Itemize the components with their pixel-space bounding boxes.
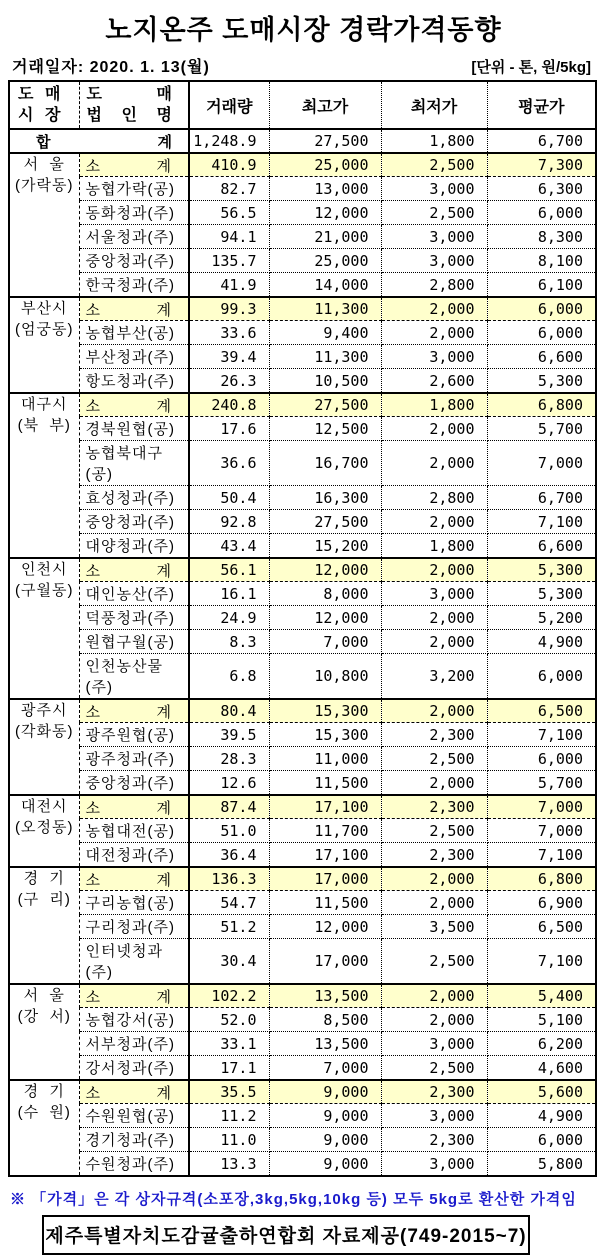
- corporation-name-cell: 수원청과(주): [79, 1152, 189, 1177]
- price-table: [8, 80, 597, 1177]
- market-name: 경 기: [23, 1083, 65, 1100]
- low-price-cell: 2,000: [381, 417, 487, 441]
- high-price-cell: 17,100: [269, 843, 381, 868]
- high-price-cell: 21,000: [269, 225, 381, 249]
- volume-cell: 51.0: [189, 819, 269, 843]
- low-price-cell: 2,000: [381, 510, 487, 534]
- high-price-cell: 15,300: [269, 723, 381, 747]
- volume-cell: 1,248.9: [189, 129, 269, 153]
- market-district: (구 리): [17, 891, 71, 908]
- corporation-name-cell: 농협북대구(공): [79, 441, 189, 486]
- company-row: [9, 510, 596, 534]
- high-price-cell: 12,000: [269, 558, 381, 582]
- volume-cell: 39.5: [189, 723, 269, 747]
- volume-cell: 6.8: [189, 654, 269, 700]
- avg-price-cell: 6,800: [487, 867, 596, 891]
- high-price-cell: 17,000: [269, 867, 381, 891]
- company-row: [9, 1152, 596, 1177]
- market-district: (강 서): [17, 1008, 71, 1025]
- corporation-name-cell: 경기청과(주): [79, 1128, 189, 1152]
- avg-price-cell: 7,100: [487, 939, 596, 985]
- high-price-cell: 27,500: [269, 393, 381, 417]
- low-price-cell: 2,000: [381, 867, 487, 891]
- volume-cell: 24.9: [189, 606, 269, 630]
- low-price-cell: 1,800: [381, 393, 487, 417]
- avg-price-cell: 6,000: [487, 321, 596, 345]
- low-price-cell: 2,000: [381, 441, 487, 486]
- subtotal-label-cell: 소 계: [79, 699, 189, 723]
- low-price-cell: 2,300: [381, 1128, 487, 1152]
- corporation-name-cell: 중앙청과(주): [79, 249, 189, 273]
- volume-cell: 33.1: [189, 1032, 269, 1056]
- corporation-name-cell: 부산청과(주): [79, 345, 189, 369]
- high-price-cell: 17,000: [269, 939, 381, 985]
- market-name: 경 기: [23, 870, 65, 887]
- avg-price-cell: 5,300: [487, 369, 596, 394]
- company-row: [9, 345, 596, 369]
- volume-cell: 41.9: [189, 273, 269, 298]
- high-price-cell: 16,300: [269, 486, 381, 510]
- volume-cell: 102.2: [189, 984, 269, 1008]
- volume-cell: 28.3: [189, 747, 269, 771]
- volume-cell: 11.0: [189, 1128, 269, 1152]
- low-price-cell: 2,000: [381, 630, 487, 654]
- high-price-cell: 11,500: [269, 771, 381, 796]
- market-cell: [9, 795, 79, 867]
- market-district: (수 원): [17, 1104, 71, 1121]
- low-price-cell: 3,200: [381, 654, 487, 700]
- table-header: [9, 81, 596, 129]
- corporation-name-cell: 중앙청과(주): [79, 510, 189, 534]
- avg-price-cell: 6,000: [487, 201, 596, 225]
- avg-price-cell: 7,000: [487, 819, 596, 843]
- high-price-cell: 7,000: [269, 1056, 381, 1081]
- volume-cell: 51.2: [189, 915, 269, 939]
- avg-price-cell: 7,000: [487, 441, 596, 486]
- volume-cell: 136.3: [189, 867, 269, 891]
- header-row: [9, 81, 596, 129]
- low-price-cell: 1,800: [381, 534, 487, 559]
- high-price-cell: 11,700: [269, 819, 381, 843]
- volume-cell: 39.4: [189, 345, 269, 369]
- corporation-name-cell: 농협강서(공): [79, 1008, 189, 1032]
- market-cell: [9, 699, 79, 795]
- low-price-cell: 3,000: [381, 1104, 487, 1128]
- high-price-cell: 14,000: [269, 273, 381, 298]
- high-price-cell: 27,500: [269, 129, 381, 153]
- company-row: [9, 1056, 596, 1081]
- low-price-cell: 2,000: [381, 1008, 487, 1032]
- high-price-cell: 12,000: [269, 606, 381, 630]
- avg-price-cell: 5,200: [487, 606, 596, 630]
- col-header-market: 도 매 시 장: [9, 81, 79, 129]
- avg-price-cell: 6,000: [487, 747, 596, 771]
- high-price-cell: 8,000: [269, 582, 381, 606]
- avg-price-cell: 6,000: [487, 1128, 596, 1152]
- low-price-cell: 2,300: [381, 795, 487, 819]
- avg-price-cell: 7,100: [487, 843, 596, 868]
- corporation-name-cell: 구리청과(주): [79, 915, 189, 939]
- avg-price-cell: 7,100: [487, 510, 596, 534]
- volume-cell: 92.8: [189, 510, 269, 534]
- avg-price-cell: 7,000: [487, 795, 596, 819]
- market-district: (엄궁동): [15, 321, 74, 338]
- low-price-cell: 3,000: [381, 177, 487, 201]
- low-price-cell: 3,500: [381, 915, 487, 939]
- source-box: 제주특별자치도감귤출하연합회 자료제공(749-2015~7): [42, 1215, 530, 1255]
- volume-cell: 52.0: [189, 1008, 269, 1032]
- volume-cell: 135.7: [189, 249, 269, 273]
- subtotal-row: [9, 558, 596, 582]
- volume-cell: 87.4: [189, 795, 269, 819]
- subtotal-row: [9, 699, 596, 723]
- corporation-name-cell: 대전청과(주): [79, 843, 189, 868]
- avg-price-cell: 5,800: [487, 1152, 596, 1177]
- company-row: [9, 582, 596, 606]
- volume-cell: 11.2: [189, 1104, 269, 1128]
- volume-cell: 94.1: [189, 225, 269, 249]
- low-price-cell: 3,000: [381, 225, 487, 249]
- low-price-cell: 2,000: [381, 558, 487, 582]
- high-price-cell: 11,300: [269, 297, 381, 321]
- company-row: [9, 939, 596, 985]
- table-body: [9, 129, 596, 1176]
- subtotal-row: [9, 984, 596, 1008]
- company-row: [9, 723, 596, 747]
- company-row: [9, 1104, 596, 1128]
- volume-cell: 36.6: [189, 441, 269, 486]
- low-price-cell: 3,000: [381, 345, 487, 369]
- low-price-cell: 2,300: [381, 723, 487, 747]
- avg-price-cell: 6,000: [487, 654, 596, 700]
- subtotal-label-cell: 소 계: [79, 153, 189, 177]
- market-cell: [9, 867, 79, 984]
- high-price-cell: 12,500: [269, 417, 381, 441]
- avg-price-cell: 5,400: [487, 984, 596, 1008]
- avg-price-cell: 5,700: [487, 417, 596, 441]
- market-district: (구월동): [15, 582, 74, 599]
- avg-price-cell: 6,000: [487, 297, 596, 321]
- company-row: [9, 534, 596, 559]
- company-row: [9, 771, 596, 796]
- corporation-name-cell: 수원원협(공): [79, 1104, 189, 1128]
- market-district: (각화동): [15, 723, 74, 740]
- volume-cell: 12.6: [189, 771, 269, 796]
- volume-cell: 8.3: [189, 630, 269, 654]
- volume-cell: 30.4: [189, 939, 269, 985]
- company-row: [9, 630, 596, 654]
- avg-price-cell: 6,700: [487, 486, 596, 510]
- avg-price-cell: 6,700: [487, 129, 596, 153]
- company-row: [9, 819, 596, 843]
- avg-price-cell: 6,200: [487, 1032, 596, 1056]
- avg-price-cell: 5,300: [487, 582, 596, 606]
- corporation-name-cell: 대양청과(주): [79, 534, 189, 559]
- market-name: 서 울: [23, 156, 65, 173]
- high-price-cell: 13,500: [269, 1032, 381, 1056]
- subtotal-row: [9, 297, 596, 321]
- company-row: [9, 1008, 596, 1032]
- volume-cell: 13.3: [189, 1152, 269, 1177]
- avg-price-cell: 6,100: [487, 273, 596, 298]
- high-price-cell: 13,000: [269, 177, 381, 201]
- high-price-cell: 27,500: [269, 510, 381, 534]
- low-price-cell: 2,800: [381, 273, 487, 298]
- market-cell: [9, 1080, 79, 1176]
- corporation-name-cell: 중앙청과(주): [79, 771, 189, 796]
- company-row: [9, 915, 596, 939]
- avg-price-cell: 8,100: [487, 249, 596, 273]
- company-row: [9, 654, 596, 700]
- volume-cell: 54.7: [189, 891, 269, 915]
- col-header-volume: 거래량: [189, 81, 269, 129]
- volume-cell: 82.7: [189, 177, 269, 201]
- corporation-name-cell: 덕풍청과(주): [79, 606, 189, 630]
- company-row: [9, 177, 596, 201]
- avg-price-cell: 6,600: [487, 345, 596, 369]
- meta-row: [12, 54, 591, 77]
- low-price-cell: 3,000: [381, 1152, 487, 1177]
- low-price-cell: 3,000: [381, 249, 487, 273]
- subtotal-label-cell: 소 계: [79, 984, 189, 1008]
- market-cell: [9, 153, 79, 297]
- avg-price-cell: 5,100: [487, 1008, 596, 1032]
- low-price-cell: 2,000: [381, 699, 487, 723]
- corporation-name-cell: 한국청과(주): [79, 273, 189, 298]
- avg-price-cell: 6,500: [487, 915, 596, 939]
- corporation-name-cell: 인터넷청과(주): [79, 939, 189, 985]
- corporation-name-cell: 서울청과(주): [79, 225, 189, 249]
- high-price-cell: 9,000: [269, 1080, 381, 1104]
- corporation-name-cell: 광주원협(공): [79, 723, 189, 747]
- high-price-cell: 13,500: [269, 984, 381, 1008]
- low-price-cell: 2,000: [381, 297, 487, 321]
- avg-price-cell: 7,100: [487, 723, 596, 747]
- company-row: [9, 321, 596, 345]
- high-price-cell: 9,400: [269, 321, 381, 345]
- volume-cell: 33.6: [189, 321, 269, 345]
- high-price-cell: 8,500: [269, 1008, 381, 1032]
- grand-total-row: [9, 129, 596, 153]
- avg-price-cell: 6,300: [487, 177, 596, 201]
- col-header-corporation: 도 매 법 인 명: [79, 81, 189, 129]
- corporation-name-cell: 서부청과(주): [79, 1032, 189, 1056]
- subtotal-label-cell: 소 계: [79, 1080, 189, 1104]
- avg-price-cell: 5,300: [487, 558, 596, 582]
- company-row: [9, 891, 596, 915]
- low-price-cell: 2,000: [381, 771, 487, 796]
- market-district: (오정동): [15, 819, 74, 836]
- corporation-name-cell: 항도청과(주): [79, 369, 189, 394]
- market-name: 광주시: [21, 702, 68, 719]
- high-price-cell: 12,000: [269, 201, 381, 225]
- high-price-cell: 16,700: [269, 441, 381, 486]
- avg-price-cell: 6,600: [487, 534, 596, 559]
- volume-cell: 17.1: [189, 1056, 269, 1081]
- corporation-name-cell: 구리농협(공): [79, 891, 189, 915]
- market-cell: [9, 558, 79, 699]
- unit-label: [단위 - 톤, 원/5kg]: [471, 59, 591, 76]
- company-row: [9, 273, 596, 298]
- volume-cell: 56.5: [189, 201, 269, 225]
- low-price-cell: 2,500: [381, 1056, 487, 1081]
- volume-cell: 35.5: [189, 1080, 269, 1104]
- grand-total-label-cell: 합 계: [9, 129, 189, 153]
- market-name: 대전시: [21, 798, 68, 815]
- corporation-name-cell: 농협부산(공): [79, 321, 189, 345]
- corporation-name-cell: 농협가락(공): [79, 177, 189, 201]
- market-district: (북 부): [17, 417, 71, 434]
- company-row: [9, 1032, 596, 1056]
- company-row: [9, 843, 596, 868]
- company-row: [9, 225, 596, 249]
- corporation-name-cell: 경북원협(공): [79, 417, 189, 441]
- volume-cell: 16.1: [189, 582, 269, 606]
- subtotal-row: [9, 795, 596, 819]
- high-price-cell: 25,000: [269, 249, 381, 273]
- subtotal-row: [9, 867, 596, 891]
- avg-price-cell: 6,800: [487, 393, 596, 417]
- volume-cell: 410.9: [189, 153, 269, 177]
- low-price-cell: 2,000: [381, 984, 487, 1008]
- market-name: 인천시: [21, 561, 68, 578]
- high-price-cell: 12,000: [269, 915, 381, 939]
- high-price-cell: 9,000: [269, 1152, 381, 1177]
- price-footnote: ※ 「가격」은 각 상자규격(소포장,3kg,5kg,10kg 등) 모두 5kg로 환산한 가격임: [10, 1191, 577, 1208]
- high-price-cell: 9,000: [269, 1104, 381, 1128]
- high-price-cell: 7,000: [269, 630, 381, 654]
- company-row: [9, 201, 596, 225]
- low-price-cell: 2,300: [381, 1080, 487, 1104]
- volume-cell: 17.6: [189, 417, 269, 441]
- high-price-cell: 15,200: [269, 534, 381, 559]
- volume-cell: 240.8: [189, 393, 269, 417]
- market-cell: [9, 297, 79, 393]
- low-price-cell: 2,000: [381, 891, 487, 915]
- subtotal-label-cell: 소 계: [79, 558, 189, 582]
- subtotal-label-cell: 소 계: [79, 795, 189, 819]
- high-price-cell: 11,500: [269, 891, 381, 915]
- low-price-cell: 2,300: [381, 843, 487, 868]
- subtotal-row: [9, 393, 596, 417]
- subtotal-label-cell: 소 계: [79, 393, 189, 417]
- corporation-name-cell: 원협구월(공): [79, 630, 189, 654]
- avg-price-cell: 6,900: [487, 891, 596, 915]
- market-name: 대구시: [21, 396, 68, 413]
- trade-date-label: 거래일자: 2020. 1. 13(월): [12, 59, 210, 76]
- low-price-cell: 2,000: [381, 321, 487, 345]
- low-price-cell: 2,000: [381, 606, 487, 630]
- col-header-avg-price: 평균가: [487, 81, 596, 129]
- low-price-cell: 2,500: [381, 747, 487, 771]
- market-name: 부산시: [21, 300, 68, 317]
- avg-price-cell: 4,900: [487, 1104, 596, 1128]
- col-header-low-price: 최저가: [381, 81, 487, 129]
- market-cell: [9, 393, 79, 558]
- high-price-cell: 25,000: [269, 153, 381, 177]
- low-price-cell: 1,800: [381, 129, 487, 153]
- subtotal-label-cell: 소 계: [79, 867, 189, 891]
- market-cell: [9, 984, 79, 1080]
- company-row: [9, 249, 596, 273]
- avg-price-cell: 4,900: [487, 630, 596, 654]
- high-price-cell: 11,300: [269, 345, 381, 369]
- company-row: [9, 417, 596, 441]
- subtotal-label-cell: 소 계: [79, 297, 189, 321]
- avg-price-cell: 5,700: [487, 771, 596, 796]
- low-price-cell: 2,600: [381, 369, 487, 394]
- volume-cell: 36.4: [189, 843, 269, 868]
- corporation-name-cell: 동화청과(주): [79, 201, 189, 225]
- volume-cell: 56.1: [189, 558, 269, 582]
- avg-price-cell: 8,300: [487, 225, 596, 249]
- low-price-cell: 3,000: [381, 1032, 487, 1056]
- low-price-cell: 2,500: [381, 153, 487, 177]
- company-row: [9, 606, 596, 630]
- market-name: 서 울: [23, 987, 65, 1004]
- volume-cell: 50.4: [189, 486, 269, 510]
- avg-price-cell: 5,600: [487, 1080, 596, 1104]
- subtotal-row: [9, 1080, 596, 1104]
- corporation-name-cell: 강서청과(주): [79, 1056, 189, 1081]
- avg-price-cell: 6,500: [487, 699, 596, 723]
- high-price-cell: 15,300: [269, 699, 381, 723]
- corporation-name-cell: 광주청과(주): [79, 747, 189, 771]
- page-title: 노지온주 도매시장 경락가격동향: [105, 15, 502, 45]
- company-row: [9, 369, 596, 394]
- corporation-name-cell: 대인농산(주): [79, 582, 189, 606]
- avg-price-cell: 7,300: [487, 153, 596, 177]
- market-district: (가락동): [15, 177, 74, 194]
- subtotal-row: [9, 153, 596, 177]
- high-price-cell: 9,000: [269, 1128, 381, 1152]
- col-header-high-price: 최고가: [269, 81, 381, 129]
- high-price-cell: 11,000: [269, 747, 381, 771]
- company-row: [9, 747, 596, 771]
- volume-cell: 26.3: [189, 369, 269, 394]
- volume-cell: 99.3: [189, 297, 269, 321]
- corporation-name-cell: 인천농산물(주): [79, 654, 189, 700]
- low-price-cell: 2,500: [381, 939, 487, 985]
- avg-price-cell: 4,600: [487, 1056, 596, 1081]
- low-price-cell: 3,000: [381, 582, 487, 606]
- low-price-cell: 2,500: [381, 201, 487, 225]
- corporation-name-cell: 효성청과(주): [79, 486, 189, 510]
- high-price-cell: 17,100: [269, 795, 381, 819]
- high-price-cell: 10,800: [269, 654, 381, 700]
- company-row: [9, 441, 596, 486]
- corporation-name-cell: 농협대전(공): [79, 819, 189, 843]
- company-row: [9, 1128, 596, 1152]
- volume-cell: 43.4: [189, 534, 269, 559]
- low-price-cell: 2,800: [381, 486, 487, 510]
- company-row: [9, 486, 596, 510]
- high-price-cell: 10,500: [269, 369, 381, 394]
- low-price-cell: 2,500: [381, 819, 487, 843]
- volume-cell: 80.4: [189, 699, 269, 723]
